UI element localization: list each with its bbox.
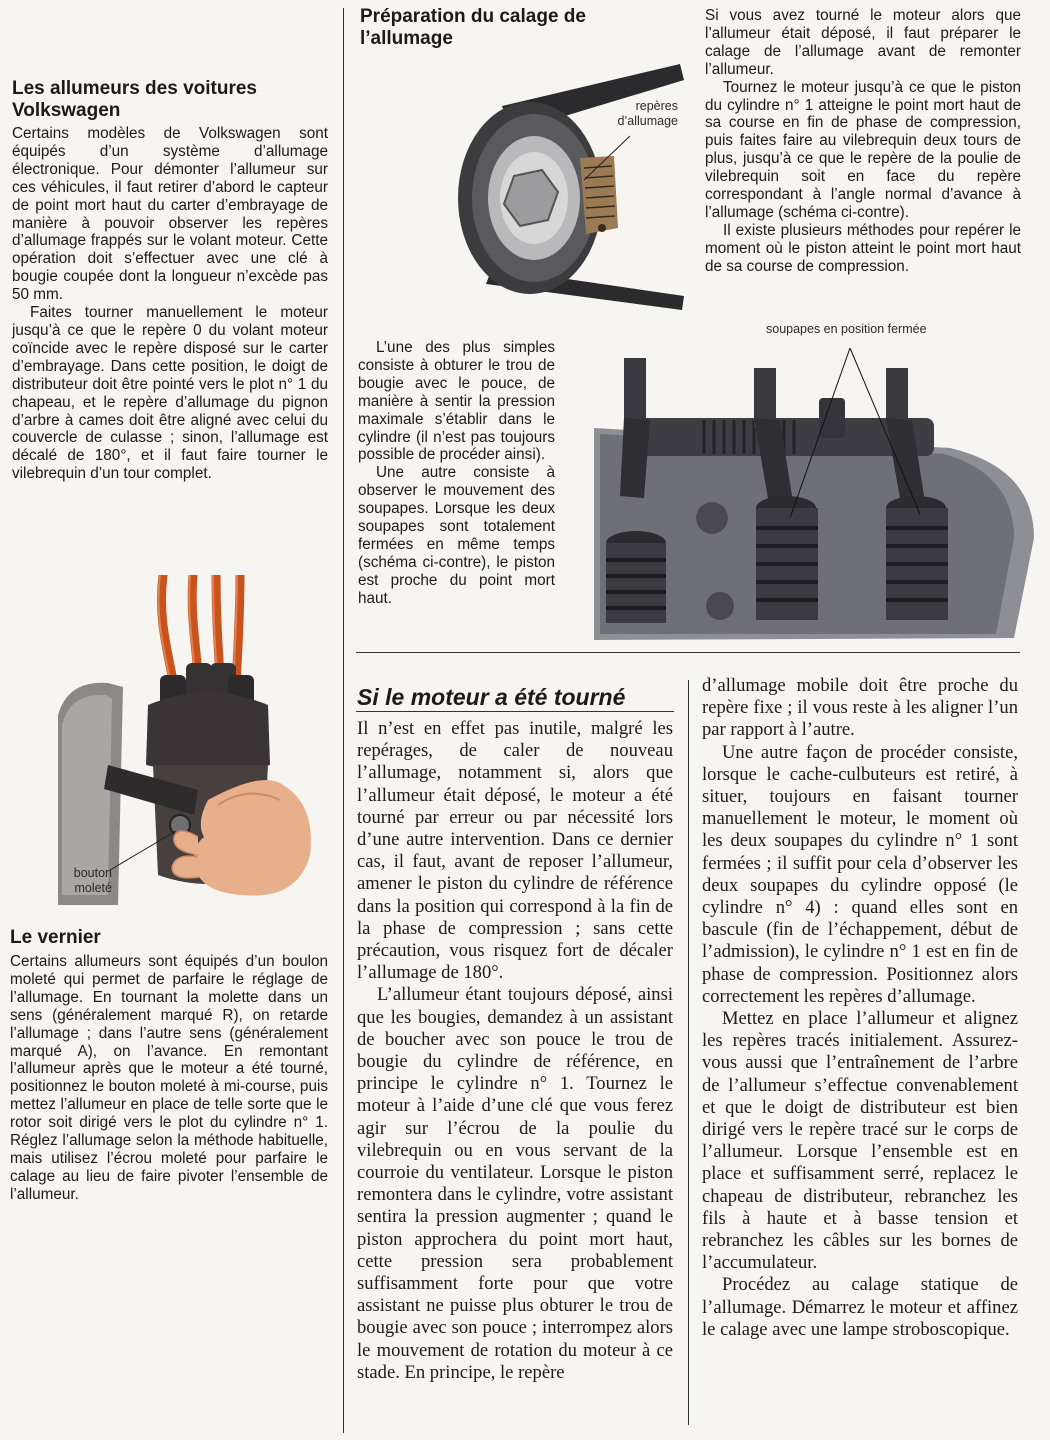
distributor-illustration — [48, 575, 338, 915]
label-soupapes: soupapes en position fermée — [766, 322, 927, 336]
section-col2-paragraph-1: d’allumage mobile doit être proche du repère fixe ; il vous reste à les aligner l’un par rapport à l’autre. — [702, 675, 1018, 741]
vernier-section — [10, 927, 328, 1204]
heading-volkswagen: Les allumeurs des voitures Volkswagen — [12, 78, 257, 121]
heading-preparation: Préparation du calage de l’allumage — [360, 6, 586, 49]
section-column-1 — [357, 718, 673, 1384]
middle-paragraph-1: L’une des plus simples consiste à obturer le trou de bougie avec le pouce, de manière à sentir la pression maximale s’établir dans le cylindre (il n’est pas toujours possible de procéder ainsi). — [358, 339, 555, 464]
right-paragraph-1: Si vous avez tourné le moteur alors que l’allumeur était déposé, il faut préparer le calage de l’allumage avant de remonter l’allumeur. — [705, 7, 1021, 78]
middle-paragraph-2: Une autre consiste à observer le mouvement des soupapes. Lorsque les deux soupapes sont totalement fermées en même temps (schéma ci-contre), le piston est proche du point mort haut. — [358, 464, 555, 607]
section-col2-paragraph-2: Une autre façon de procéder consiste, lorsque le cache-culbuteurs est retiré, à situer, toujours en faisant tourner manuellement le moteur, le moment où les deux soupapes du cylindre n° 1 sont fermées ; il suffit pour cela d’observer les deux soupapes du cylindre opposé (le cylindre n° 4) : quand elles sont en bascule (fin de l’échappement, début de l’admission), le cylindre n° 1 est en fin de phase de compression. Positionnez alors correctement les repères d’allumage. — [702, 741, 1018, 1007]
volkswagen-paragraph-2: Faites tourner manuellement le moteur jusqu’à ce que le repère 0 du volant moteur coïncide avec le repère disposé sur le carter d’embrayage. Dans cette position, le doigt de distributeur doit être pointé vers le plot n° 1 du chapeau, et le repère d’allumage du pignon d’arbre à cames doit être aligné avec celui du couvercle de culasse ; sinon, l’allumage est décalé de 180°, et il faut faire tourner le vilebrequin d’un tour complet. — [12, 304, 328, 483]
valves-illustration — [594, 338, 1040, 640]
section-col1-paragraph-2: L’allumeur étant toujours déposé, ainsi que les bougies, demandez à un assistant de boucher avec son pouce le trou de bougie du cylindre de référence, en principe le cylindre n° 1. Tournez le moteur à l’aide d’une clé que vous ferez agir sur l’écrou de la poulie du vilebrequin ou en vous servant de la courroie du ventilateur. Lorsque le piston remontera dans le cylindre, votre assistant sentira la pression augmenter ; quand le piston approchera du point mort haut, cette pression sera probablement suffisamment forte pour que votre assistant ne puisse plus obturer le trou de bougie avec son pouce ; interrompez alors le mouvement de rotation du moteur à ce stade. En principe, le repère — [357, 984, 673, 1383]
section-col2-paragraph-3: Mettez en place l’allumeur et alignez les repères tracés initialement. Assurez-vous aussi que l’entraînement de l’arbre de l’allumeur s’effectue convenablement et que le doigt de distributeur est bien dirigé vers le repère tracé sur le corps de l’allumeur. Lorsque l’ensemble est en place et suffisamment serré, replacez le chapeau de distributeur, rebranchez les fils à haute et à basse tension et rebranchez les câbles sur les bornes de l’accumulateur. — [702, 1008, 1018, 1274]
column-rule-right — [688, 680, 689, 1425]
right-text — [705, 7, 1021, 276]
label-bouton-molete: bouton moleté — [73, 866, 112, 895]
column-rule-left — [343, 8, 344, 1433]
section-heading: Si le moteur a été tourné — [357, 684, 626, 710]
volkswagen-paragraph-1: Certains modèles de Volkswagen sont équipés d’un système d’allumage électronique. Pour démonter l’allumeur sur ces véhicules, il faut retirer d’abord le capteur de point mort haut du carter d’embrayage de manière à pouvoir observer les repères d’allumage frappés sur le volant moteur. Cette opération doit s’effectuer avec une clé à bougie coupée dont la longueur n’excède pas 50 mm. — [12, 125, 328, 304]
vernier-paragraph: Certains allumeurs sont équipés d’un boulon moleté qui permet de parfaire le réglage de l’allumage. En tournant la molette dans un sens (généralement marqué R), on retarde l’allumage ; dans l’autre sens (généralement marqué A), on l’avance. En remontant l’allumeur après que le moteur a été tourné, positionnez le bouton moleté à mi-course, puis mettez l’allumeur en place de telle sorte que le rotor soit dirigé vers le plot du cylindre n° 1. Réglez l’allumage selon la méthode habituelle, mais utilisez l’écrou moleté pour parfaire le calage au lieu de faire pivoter l’ensemble de l’allumeur. — [10, 953, 328, 1203]
label-reperes-allumage: repères d’allumage — [617, 99, 678, 128]
pulley-illustration — [452, 58, 694, 310]
middle-text — [358, 339, 555, 608]
left-column — [12, 78, 328, 483]
right-paragraph-3: Il existe plusieurs méthodes pour repérer le moment où le piston atteint le point mort haut de sa course de compression. — [705, 221, 1021, 275]
heading-vernier: Le vernier — [10, 927, 101, 948]
section-heading-underline — [356, 711, 674, 712]
section-column-2 — [702, 675, 1018, 1341]
right-paragraph-2: Tournez le moteur jusqu’à ce que le piston du cylindre n° 1 atteigne le point mort haut de sa course en fin de phase de compression, puis faites faire au vilebrequin deux tours de plus, jusqu’à ce que le repère de la poulie de vilebrequin soit en face du repère correspondant à l’angle normal d’avance à l’allumage (schéma ci-contre). — [705, 78, 1021, 221]
section-col1-paragraph-1: Il n’est en effet pas inutile, malgré les repérages, de caler de nouveau l’allumage, notamment si, alors que l’allumeur était déposé, le moteur a été tourné par erreur ou par nécessité lors d’une autre intervention. Dans ce dernier cas, il faut, avant de reposer l’allumeur, amener le piston du cylindre de référence dans la position qui correspond à la fin de la phase de compression ; sans cette précaution, vous risquez fort de décaler l’allumage de 180°. — [357, 718, 673, 984]
section-col2-paragraph-4: Procédez au calage statique de l’allumage. Démarrez le moteur et affinez le calage avec une lampe stroboscopique. — [702, 1274, 1018, 1340]
section-rule — [356, 652, 1020, 653]
